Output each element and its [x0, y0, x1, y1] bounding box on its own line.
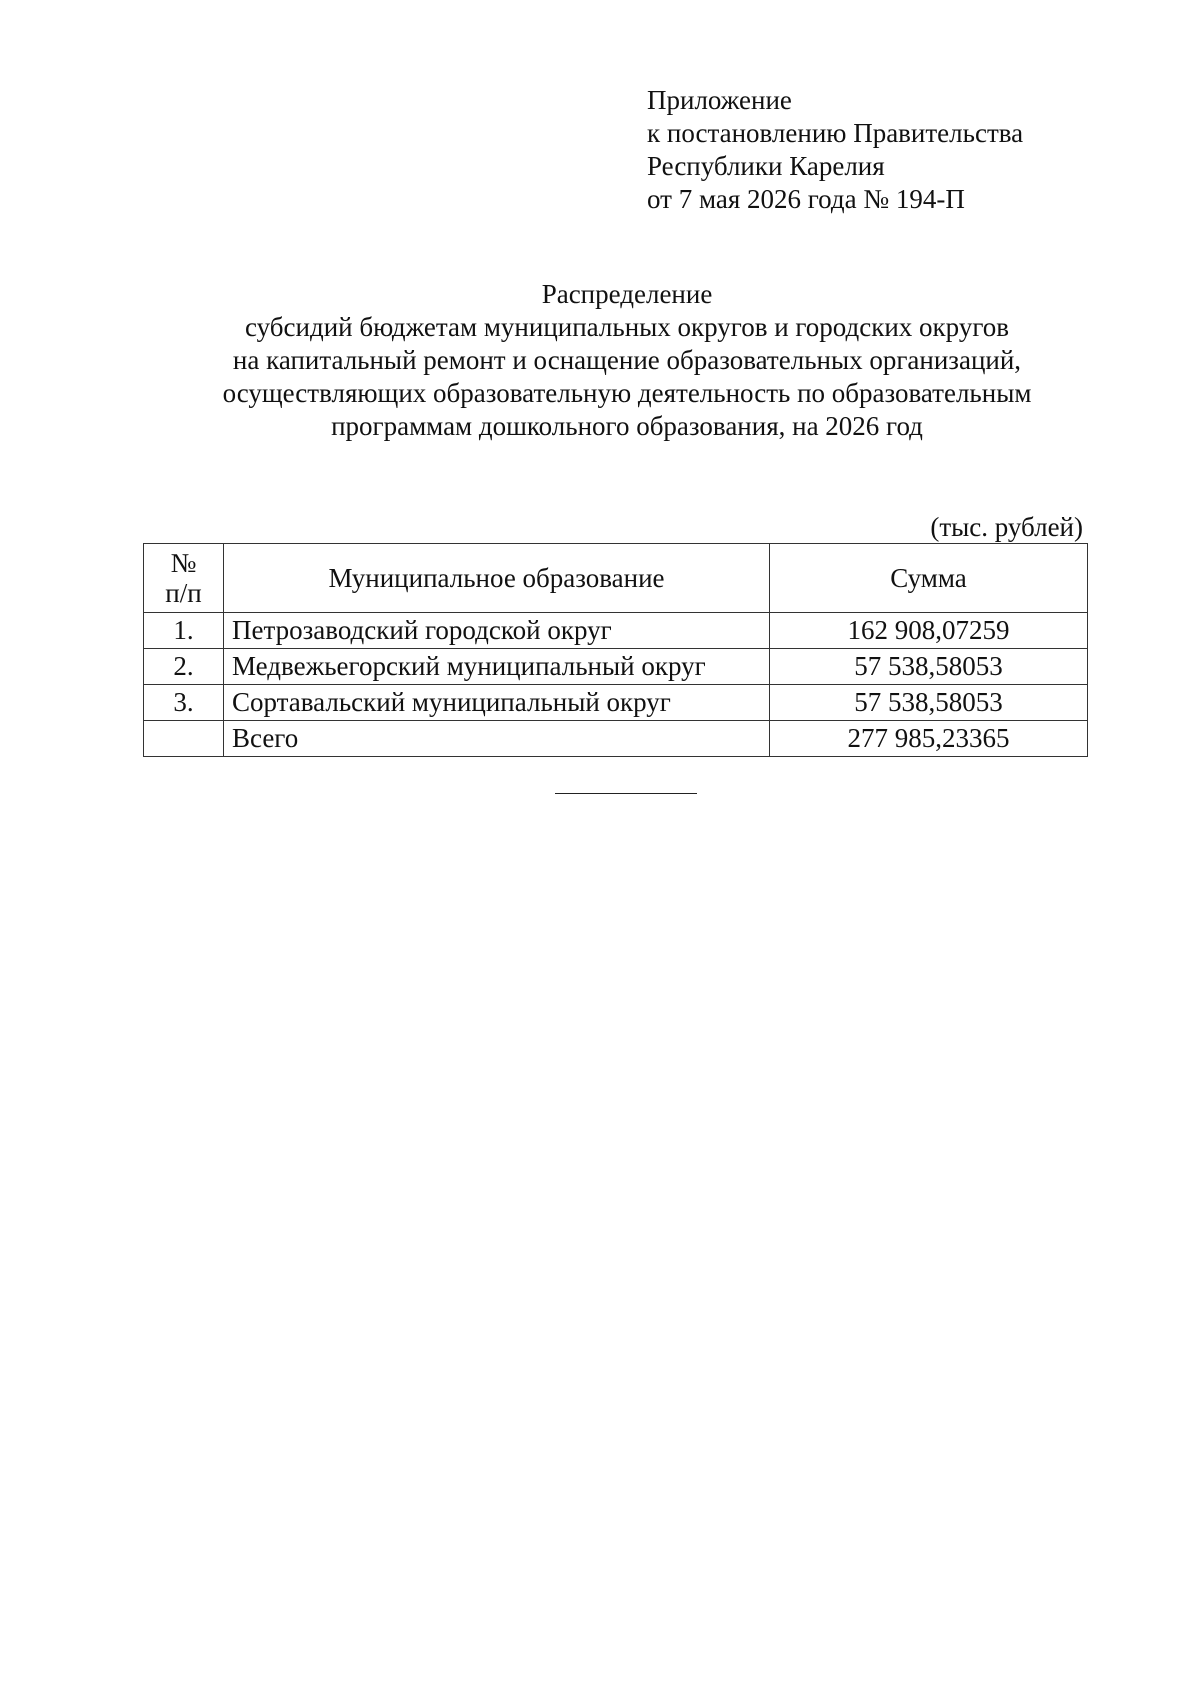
header-number-abbr: п/п	[165, 578, 202, 608]
header-number-sign: №	[170, 548, 197, 578]
row-number: 1.	[144, 613, 224, 649]
appendix-region: Республики Карелия	[647, 151, 885, 181]
title-line-1: Распределение	[541, 279, 713, 309]
document-title	[0, 278, 1200, 443]
table-header-row	[144, 544, 1088, 613]
total-number	[144, 721, 224, 757]
row-municipality: Медвежьегорский муниципальный округ	[224, 649, 770, 685]
subsidy-table	[143, 543, 1088, 757]
table-row	[144, 685, 1088, 721]
title-line-3: на капитальный ремонт и оснащение образовательных организаций,	[232, 345, 1022, 375]
units-note: (тыс. рублей)	[930, 512, 1083, 542]
appendix-label: Приложение	[647, 85, 792, 115]
total-sum: 277 985,23365	[770, 721, 1088, 757]
header-number	[144, 544, 224, 613]
row-sum: 57 538,58053	[770, 649, 1088, 685]
row-sum: 162 908,07259	[770, 613, 1088, 649]
table-row	[144, 613, 1088, 649]
row-municipality: Петрозаводский городской округ	[224, 613, 770, 649]
appendix-date-number: от 7 мая 2026 года № 194-П	[647, 184, 965, 214]
end-of-document-rule	[555, 793, 697, 794]
table-row	[144, 649, 1088, 685]
row-number: 2.	[144, 649, 224, 685]
row-municipality: Сортавальский муниципальный округ	[224, 685, 770, 721]
table-total-row	[144, 721, 1088, 757]
appendix-resolution-ref: к постановлению Правительства	[647, 118, 1024, 148]
title-line-2: субсидий бюджетам муниципальных округов и городских округов	[245, 312, 1009, 342]
title-line-5: программам дошкольного образования, на 2026 год	[331, 411, 923, 441]
header-municipality: Муниципальное образование	[224, 544, 770, 613]
appendix-header	[647, 84, 1023, 216]
title-line-4: осуществляющих образовательную деятельность по образовательным	[222, 378, 1032, 408]
row-sum: 57 538,58053	[770, 685, 1088, 721]
total-label: Всего	[224, 721, 770, 757]
row-number: 3.	[144, 685, 224, 721]
header-sum: Сумма	[770, 544, 1088, 613]
